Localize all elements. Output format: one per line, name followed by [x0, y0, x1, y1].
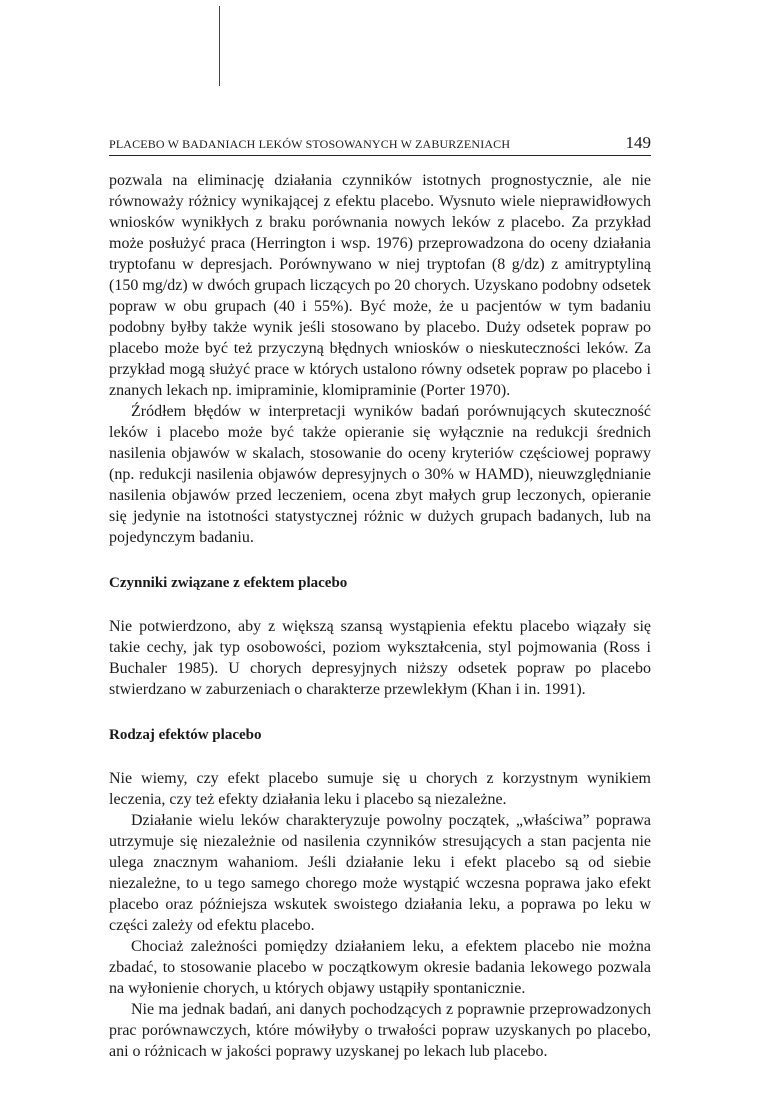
paragraph-5: Działanie wielu leków charakteryzuje powolny początek, „właściwa” poprawa utrzymuje się niezależnie od nasilenia czynników stresujących a stan pacjenta nie ulega znacznym wahaniom. Jeśli działanie leku i efekt placebo są od siebie niezależne, to u tego samego chorego może wystąpić wczesna poprawa jako efekt placebo oraz późniejsza wskutek swoistego działania leku, a poprawa po leku w części zależy od efektu placebo. [109, 812, 651, 934]
paragraph-3: Nie potwierdzono, aby z większą szansą wystąpienia efektu placebo wiązały się takie cechy, jak typ osobowości, poziom wykształcenia, styl pojmowania (Ross i Buchaler 1985). U chorych depresyjnych niższy odsetek popraw po placebo stwierdzano w zaburzeniach o charakterze przewlekłym (Khan i in. 1991). [109, 618, 651, 698]
paragraph-4: Nie wiemy, czy efekt placebo sumuje się u chorych z korzystnym wynikiem leczenia, czy też efekty działania leku i placebo są niezależne. [109, 770, 651, 808]
paragraph-6: Chociaż zależności pomiędzy działaniem leku, a efektem placebo nie można zbadać, to stosowanie placebo w początkowym okresie badania lekowego pozwala na wyłonienie chorych, u których objawy ustąpiły spontanicznie. [109, 938, 651, 997]
section-heading-factors: Czynniki związane z efektem placebo [109, 575, 348, 591]
paragraph-2: Źródłem błędów w interpretacji wyników badań porównujących skuteczność leków i placebo może być także opieranie się wyłącznie na redukcji średnich nasilenia objawów w skalach, stosowanie do oceny kryteriów częściowej poprawy (np. redukcji nasilenia objawów depresyjnych o 30% w HAMD), nieuwzględnianie nasilenia objawów przed leczeniem, ocena zbyt małych grup leczonych, opieranie się jedynie na istotności statystycznej różnic w dużych grupach badanych, lub na pojedynczym badaniu. [109, 403, 651, 546]
header-rule [109, 155, 651, 156]
page-body [109, 170, 651, 1062]
paragraph-1: pozwala na eliminację działania czynników istotnych prognostycznie, ale nie równoważy różnicy wynikającej z efektu placebo. Wysnuto wiele nieprawidłowych wniosków wynikłych z braku porównania nowych leków z placebo. Za przykład może posłużyć praca (Herrington i wsp. 1976) przeprowadzona do oceny działania tryptofanu w depresjach. Porównywano w niej tryptofan (8 g/dz) z amitryptyliną (150 mg/dz) w dwóch grupach liczących po 20 chorych. Uzyskano podobny odsetek popraw w obu grupach (40 i 55%). Być może, że u pacjentów w tym badaniu podobny byłby także wynik jeśli stosowano by placebo. Duży odsetek popraw po placebo może być też przyczyną błędnych wniosków o nieskuteczności leków. Za przykład mogą służyć prace w których ustalono równy odsetek popraw po placebo i znanych lekach np. imipraminie, klomipraminie (Porter 1970). [109, 172, 651, 399]
running-header [109, 133, 651, 153]
page-number: 149 [625, 133, 651, 152]
scan-artifact-line [219, 6, 220, 86]
running-title: PLACEBO W BADANIACH LEKÓW STOSOWANYCH W ZABURZENIACH [109, 137, 511, 151]
paragraph-7: Nie ma jednak badań, ani danych pochodzących z poprawnie przeprowadzonych prac porównawczych, które mówiłyby o trwałości popraw uzyskanych po placebo, ani o różnicach w jakości poprawy uzyskanej po lekach lub placebo. [109, 1001, 651, 1060]
section-heading-types: Rodzaj efektów placebo [109, 727, 262, 743]
